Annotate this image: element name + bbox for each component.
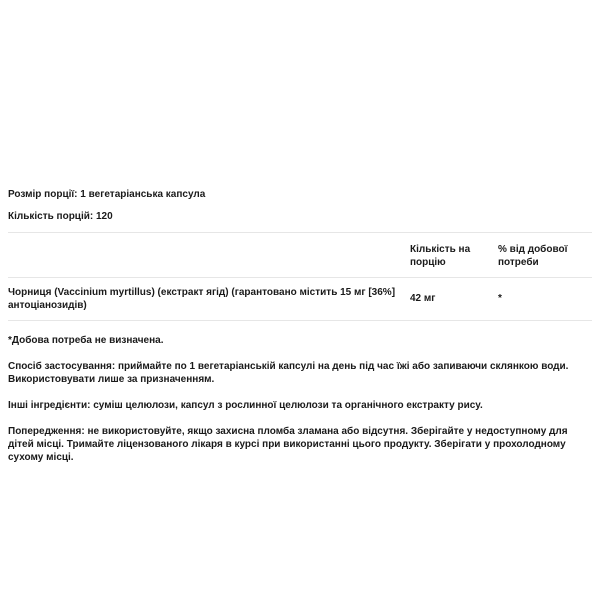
supplement-facts xyxy=(8,188,592,464)
daily-value-footnote: *Добова потреба не визначена. xyxy=(8,335,164,346)
nutrition-table xyxy=(8,232,592,321)
table-header-row xyxy=(8,233,592,278)
header-daily-value: % від добової потреби xyxy=(498,244,568,268)
warnings-text: Попередження: не використовуйте, якщо захисна пломба зламана або відсутня. Зберігайте у недоступному для дітей місці. Тримайте ліцензованого лікаря в курсі при використанні цього продукту. Зберігати у прохолодному сухому місці. xyxy=(8,426,568,463)
table-row xyxy=(8,278,592,321)
servings-per-container: Кількість порцій: 120 xyxy=(8,211,113,222)
ingredient-daily-value: * xyxy=(498,293,502,304)
ingredient-name: Чорниця (Vaccinium myrtillus) (екстракт ягід) (гарантовано містить 15 мг [36%] антоціанозидів) xyxy=(8,287,396,311)
serving-size: Розмір порції: 1 вегетаріанська капсула xyxy=(8,189,206,200)
header-amount: Кількість на порцію xyxy=(410,244,471,268)
header-name xyxy=(8,233,410,278)
directions-text: Спосіб застосування: приймайте по 1 вегетаріанській капсулі на день під час їжі або запиваючи склянкою води. Використовувати лише за призначенням. xyxy=(8,361,569,385)
other-ingredients-text: Інші інгредієнти: суміш целюлози, капсул з рослинної целюлози та органічного екстракту рису. xyxy=(8,400,483,411)
ingredient-amount: 42 мг xyxy=(410,293,436,304)
